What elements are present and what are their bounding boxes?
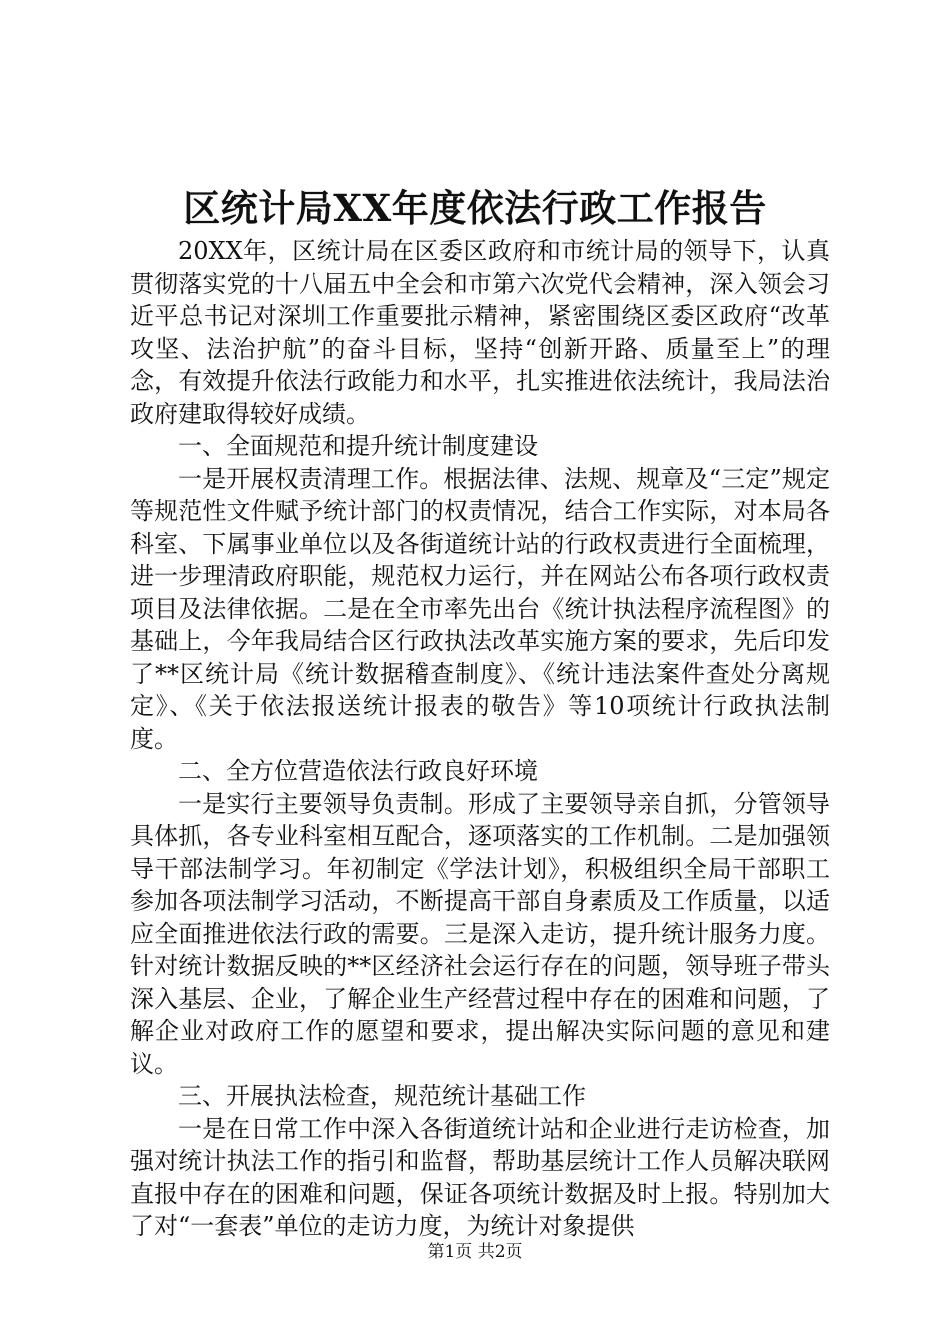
section-heading-2: 二、全方位营造依法行政良好环境: [178, 757, 538, 785]
section-3-paragraph: 一是在日常工作中深入各街道统计站和企业进行走访检查，加强对统计执法工作的指引和监督，帮助基层统计工作人员解决联网直报中存在的困难和问题，保证各项统计数据及时上报。特别加大了对“一套表”单位的走访力度，为统计对象提供: [130, 1114, 830, 1240]
intro-paragraph: 20XX年，区统计局在区委区政府和市统计局的领导下，认真贯彻落实党的十八届五中全会和市第六次党代会精神，深入领会习近平总书记对深圳工作重要批示精神，紧密围绕区委区政府“改革攻坚、法治护航”的奋斗目标，坚持“创新开路、质量至上”的理念，有效提升依法行政能力和水平，扎实推进依法统计，我局法治政府建取得较好成绩。: [130, 237, 830, 428]
section-heading-1: 一、全面规范和提升统计制度建设: [178, 432, 538, 460]
section-1-paragraph: 一是开展权责清理工作。根据法律、法规、规章及“三定”规定等规范性文件赋予统计部门的权责情况，结合工作实际，对本局各科室、下属事业单位以及各街道统计站的行政权责进行全面梳理，进一步理清政府职能，规范权力运行，并在网站公布各项行政权责项目及法律依据。二是在全市率先出台《统计执法程序流程图》的基础上，今年我局结合区行政执法改革实施方案的要求，先后印发了**区统计局《统计数据稽查制度》、《统计违法案件查处分离规定》、《关于依法报送统计报表的敬告》等10项统计行政执法制度。: [130, 464, 830, 753]
page-number-footer: 第1页 共2页: [427, 1242, 523, 1262]
document-body: [130, 235, 830, 1243]
section-heading-3: 三、开展执法检查，规范统计基础工作: [178, 1082, 586, 1110]
section-2-paragraph: 一是实行主要领导负责制。形成了主要领导亲自抓，分管领导具体抓，各专业科室相互配合，逐项落实的工作机制。二是加强领导干部法制学习。年初制定《学法计划》，积极组织全局干部职工参加各项法制学习活动，不断提高干部自身素质及工作质量，以适应全面推进依法行政的需要。三是深入走访，提升统计服务力度。针对统计数据反映的**区经济社会运行存在的问题，领导班子带头深入基层、企业，了解企业生产经营过程中存在的困难和问题，了解企业对政府工作的愿望和要求，提出解决实际问题的意见和建议。: [130, 789, 830, 1078]
document-title: 区统计局XX年度依法行政工作报告: [183, 186, 767, 230]
